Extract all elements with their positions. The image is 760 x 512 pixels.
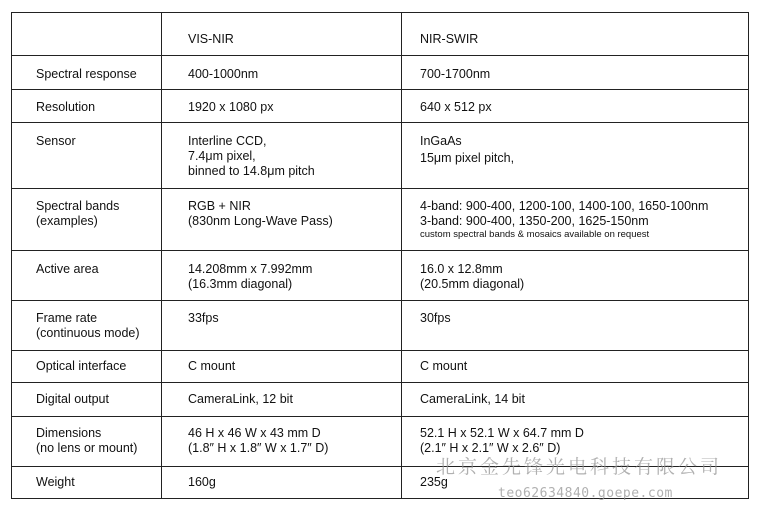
swir-optical-interface: C mount — [402, 351, 749, 383]
label-active-area: Active area — [12, 251, 162, 301]
vis-sensor: Interline CCD, 7.4μm pixel, binned to 14.8μm pitch — [162, 123, 402, 189]
label-sensor: Sensor — [12, 123, 162, 189]
swir-weight: 235g — [402, 467, 749, 499]
row-active-area — [12, 251, 749, 301]
label-dimensions: Dimensions (no lens or mount) — [12, 417, 162, 467]
swir-digital-output: CameraLink, 14 bit — [402, 383, 749, 417]
contact-watermark: teo62634840.goepe.com — [498, 486, 673, 501]
vis-digital-output: CameraLink, 12 bit — [162, 383, 402, 417]
row-spectral-bands — [12, 189, 749, 251]
label-digital-output: Digital output — [12, 383, 162, 417]
company-watermark: 北京金先锋光电科技有限公司 — [436, 456, 723, 478]
label-spectral-response: Spectral response — [12, 56, 162, 90]
spectral-bands-note: custom spectral bands & mosaics available on request — [420, 229, 650, 240]
spec-table — [11, 12, 749, 499]
vis-active-area: 14.208mm x 7.992mm (16.3mm diagonal) — [162, 251, 402, 301]
header-nir-swir: NIR-SWIR — [402, 13, 749, 56]
label-frame-rate: Frame rate (continuous mode) — [12, 301, 162, 351]
row-weight — [12, 467, 749, 499]
row-digital-output — [12, 383, 749, 417]
vis-optical-interface: C mount — [162, 351, 402, 383]
header-vis-nir: VIS-NIR — [162, 13, 402, 56]
vis-weight: 160g — [162, 467, 402, 499]
row-frame-rate — [12, 301, 749, 351]
vis-dimensions: 46 H x 46 W x 43 mm D (1.8″ H x 1.8″ W x 1.7″ D) — [162, 417, 402, 467]
swir-resolution: 640 x 512 px — [402, 90, 749, 123]
swir-frame-rate: 30fps — [402, 301, 749, 351]
row-spectral-response — [12, 56, 749, 90]
row-dimensions — [12, 417, 749, 467]
row-optical-interface — [12, 351, 749, 383]
vis-frame-rate: 33fps — [162, 301, 402, 351]
vis-resolution: 1920 x 1080 px — [162, 90, 402, 123]
swir-active-area: 16.0 x 12.8mm (20.5mm diagonal) — [402, 251, 749, 301]
header-row — [12, 13, 749, 56]
label-spectral-bands: Spectral bands (examples) — [12, 189, 162, 251]
label-resolution: Resolution — [12, 90, 162, 123]
header-empty-cell — [12, 13, 162, 56]
swir-sensor: InGaAs 15μm pixel pitch, — [402, 123, 749, 189]
vis-spectral-response: 400-1000nm — [162, 56, 402, 90]
swir-dimensions: 52.1 H x 52.1 W x 64.7 mm D (2.1″ H x 2.1″ W x 2.6″ D) — [402, 417, 749, 467]
row-resolution — [12, 90, 749, 123]
swir-spectral-response: 700-1700nm — [402, 56, 749, 90]
label-weight: Weight — [12, 467, 162, 499]
vis-spectral-bands: RGB + NIR (830nm Long-Wave Pass) — [162, 189, 402, 251]
swir-spectral-bands: 4-band: 900-400, 1200-100, 1400-100, 1650-100nm 3-band: 900-400, 1350-200, 1625-150nm custom spectral bands & mosaics available on request — [402, 189, 749, 251]
label-optical-interface: Optical interface — [12, 351, 162, 383]
row-sensor — [12, 123, 749, 189]
